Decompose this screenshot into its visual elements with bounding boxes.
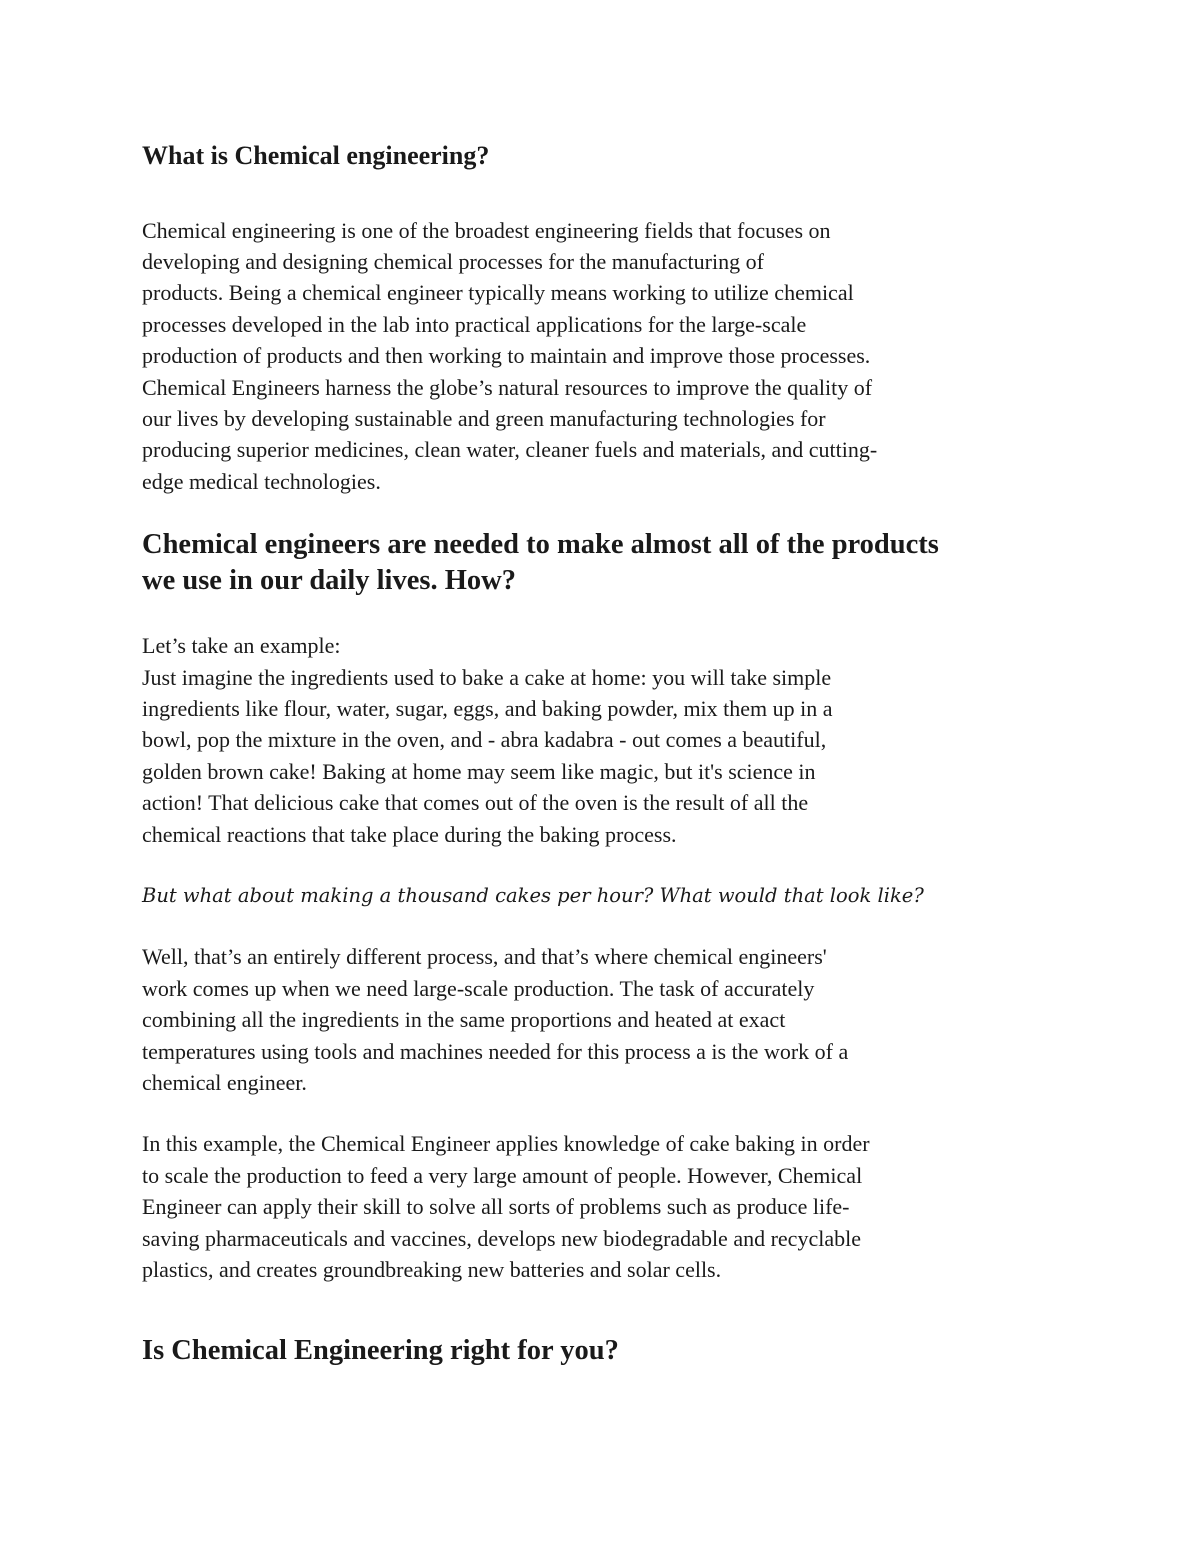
text-line: production of products and then working to maintain and improve those processes. — [142, 343, 871, 369]
text-line: to scale the production to feed a very large amount of people. However, Chemical — [142, 1162, 863, 1188]
text-line: Let’s take an example: — [142, 633, 341, 659]
document-page — [142, 140, 1062, 1369]
example-paragraph — [142, 630, 1062, 850]
text-line: producing superior medicines, clean water, cleaner fuels and materials, and cutting- — [142, 437, 878, 463]
text-line: combining all the ingredients in the same proportions and heated at exact — [142, 1007, 786, 1033]
text-line: chemical reactions that take place during the baking process. — [142, 821, 677, 847]
text-line: Chemical Engineers harness the globe’s natural resources to improve the quality of — [142, 374, 873, 400]
text-line: Well, that’s an entirely different process, and that’s where chemical engineers' — [142, 944, 827, 970]
answer-paragraph — [142, 941, 1062, 1098]
question-italic: But what about making a thousand cakes per hour? What would that look like? — [142, 884, 924, 907]
text-line: processes developed in the lab into practical applications for the large-scale — [142, 311, 807, 337]
heading-right-for-you: Is Chemical Engineering right for you? — [142, 1335, 619, 1367]
text-line: chemical engineer. — [142, 1070, 307, 1096]
text-line: action! That delicious cake that comes out of the oven is the result of all the — [142, 790, 809, 816]
heading-line: we use in our daily lives. How? — [142, 565, 516, 597]
intro-paragraph — [142, 215, 1062, 498]
text-line: products. Being a chemical engineer typically means working to utilize chemical — [142, 280, 854, 306]
text-line: In this example, the Chemical Engineer applies knowledge of cake baking in order — [142, 1131, 870, 1157]
text-line: temperatures using tools and machines needed for this process a is the work of a — [142, 1038, 849, 1064]
text-line: plastics, and creates groundbreaking new batteries and solar cells. — [142, 1257, 722, 1283]
text-line: work comes up when we need large-scale production. The task of accurately — [142, 975, 815, 1001]
text-line: saving pharmaceuticals and vaccines, develops new biodegradable and recyclable — [142, 1225, 861, 1251]
text-line: edge medical technologies. — [142, 468, 381, 494]
text-line: Chemical engineering is one of the broadest engineering fields that focuses on — [142, 217, 831, 243]
heading-products-daily-lives — [142, 527, 1062, 599]
text-line: ingredients like flour, water, sugar, eggs, and baking powder, mix them up in a — [142, 695, 833, 721]
heading-line: Chemical engineers are needed to make almost all of the products — [142, 529, 939, 561]
text-line: bowl, pop the mixture in the oven, and - abra kadabra - out comes a beautiful, — [142, 727, 827, 753]
text-line: golden brown cake! Baking at home may seem like magic, but it's science in — [142, 758, 816, 784]
text-line: Engineer can apply their skill to solve all sorts of problems such as produce life- — [142, 1194, 850, 1220]
summary-paragraph — [142, 1128, 1062, 1285]
text-line: developing and designing chemical processes for the manufacturing of — [142, 248, 764, 274]
text-line: Just imagine the ingredients used to bake a cake at home: you will take simple — [142, 664, 832, 690]
heading-what-is-chemical-engineering: What is Chemical engineering? — [142, 141, 490, 170]
text-line: our lives by developing sustainable and green manufacturing technologies for — [142, 405, 826, 431]
